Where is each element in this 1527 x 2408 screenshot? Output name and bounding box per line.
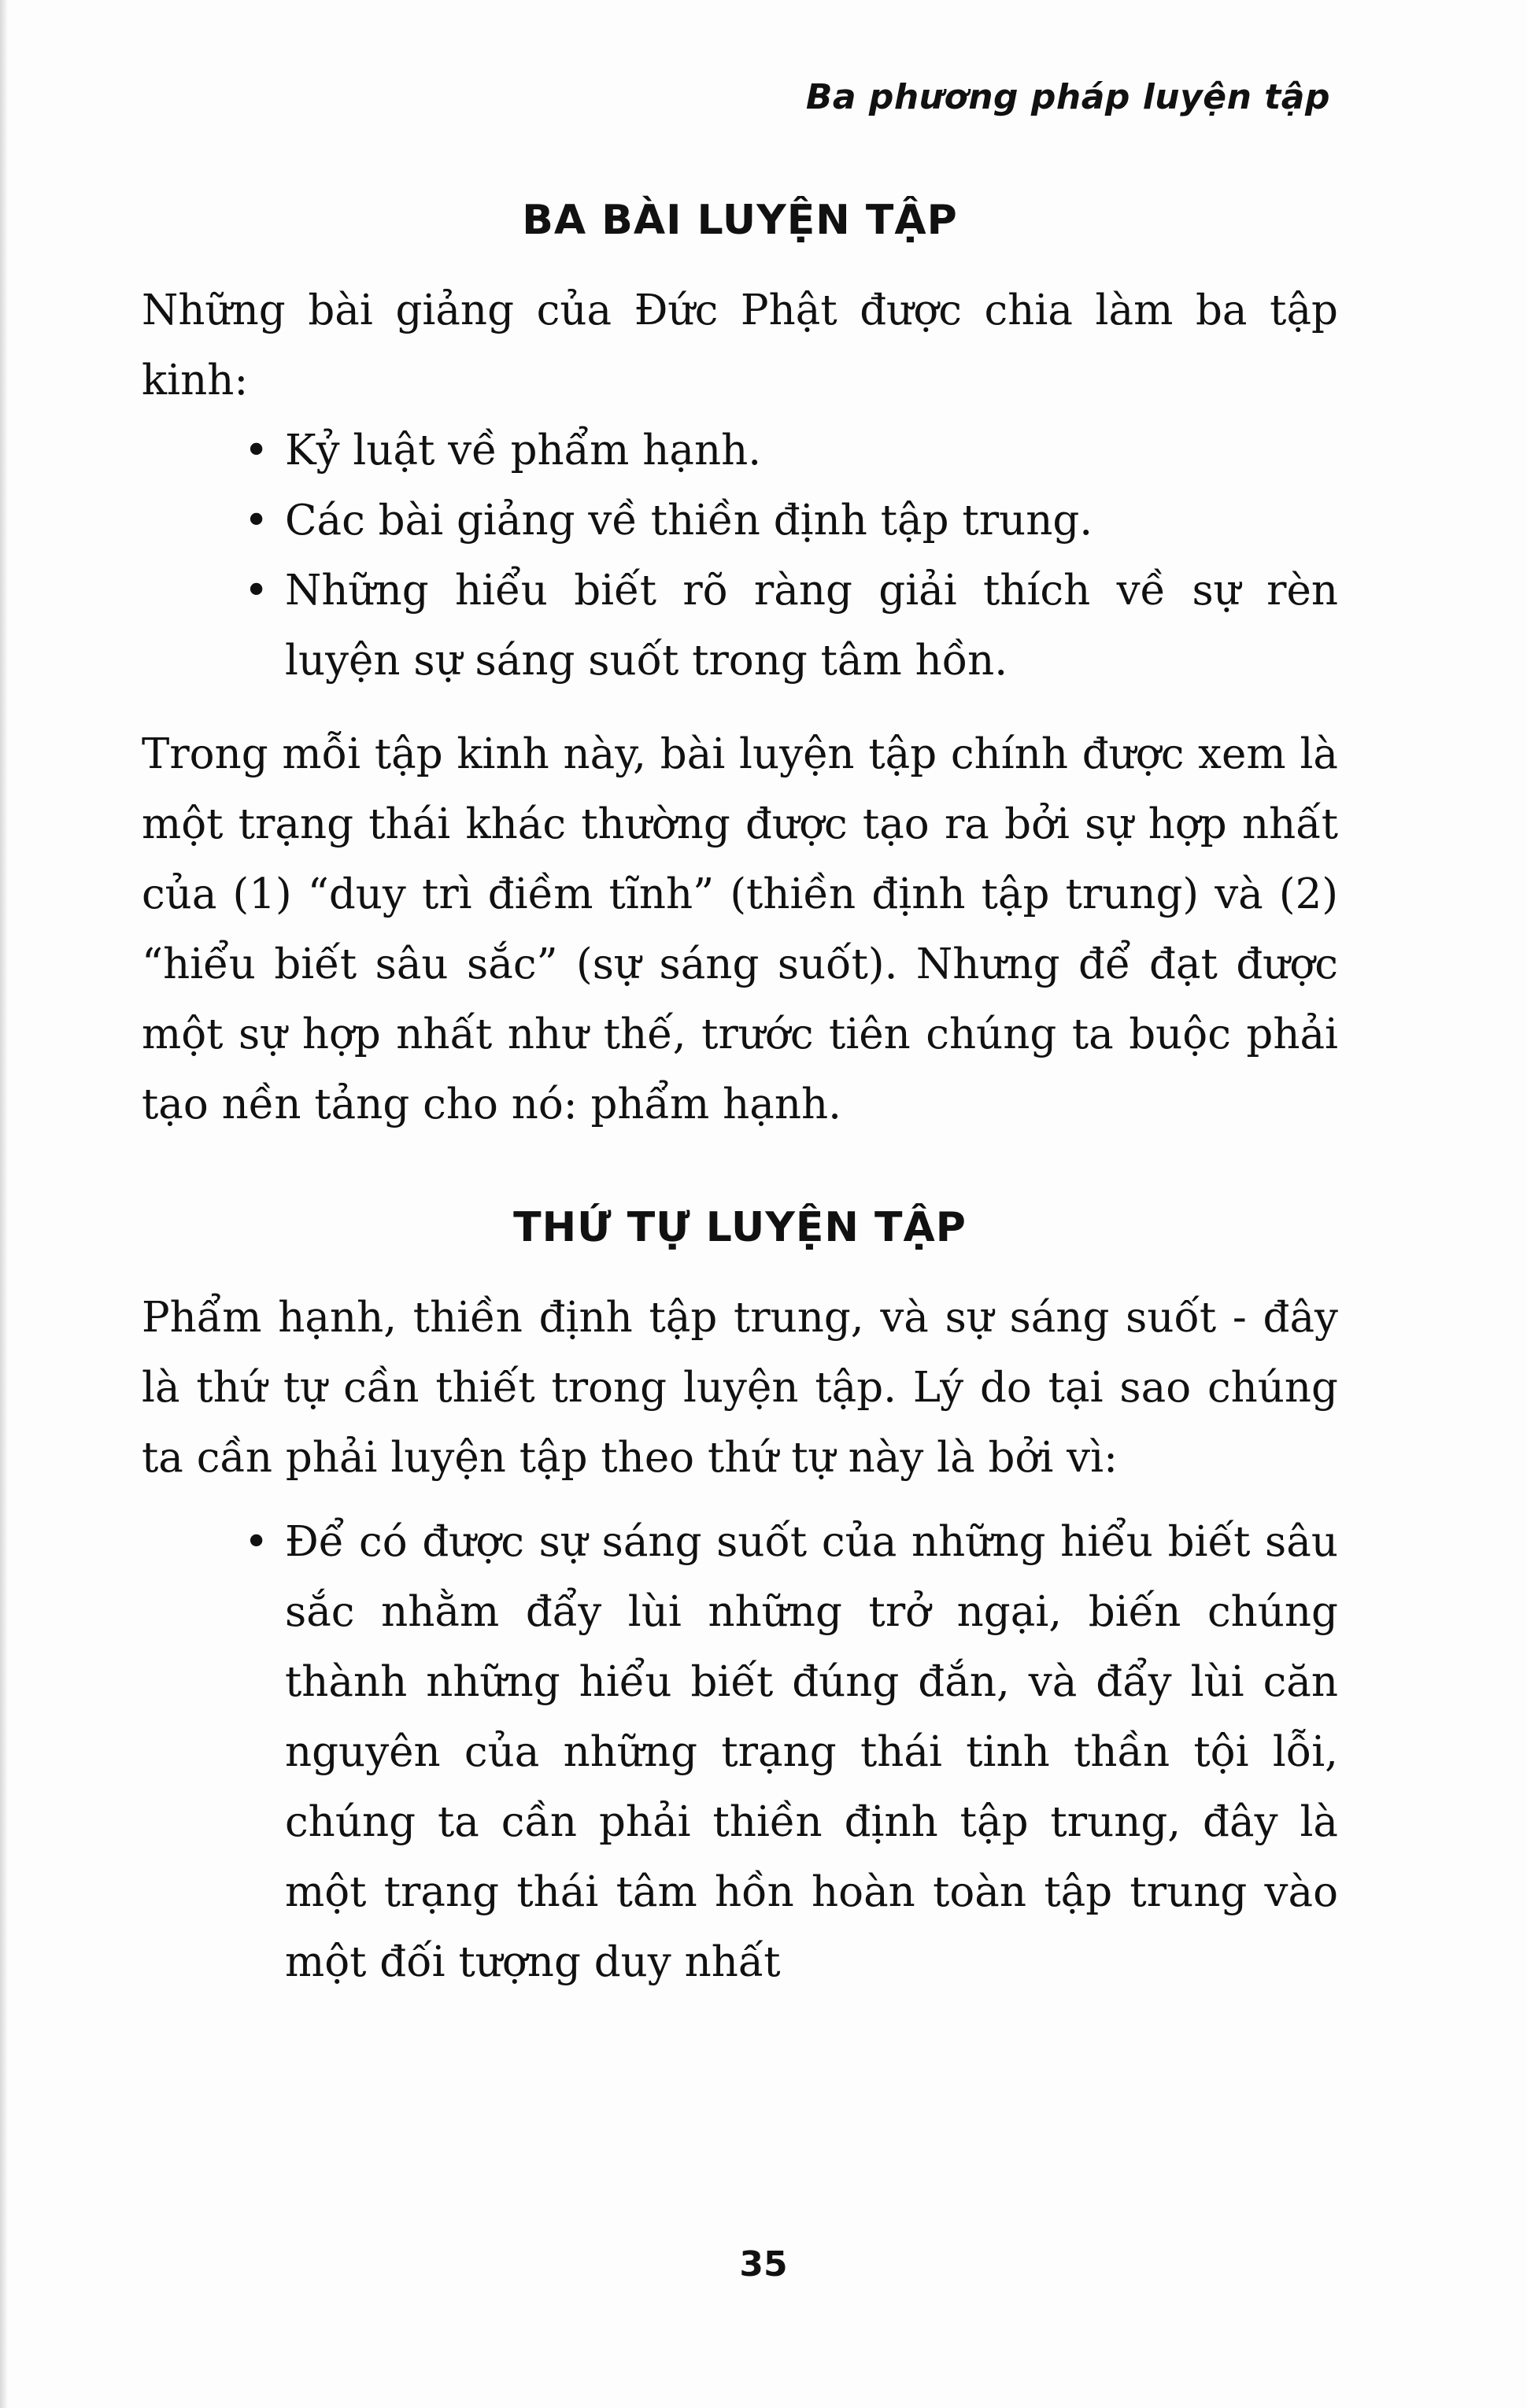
bullet-icon: • [244,1518,269,1566]
section1-bullet-list [142,415,1338,696]
section1-intro-paragraph: Những bài giảng của Đức Phật được chia làm ba tập kinh: [142,286,1338,404]
section-heading-ba-bai-luyen-tap: BA BÀI LUYỆN TẬP [522,197,958,244]
list-item-text: Những hiểu biết rõ ràng giải thích về sự rèn luyện sự sáng suốt trong tâm hồn. [285,567,1338,685]
section1-body-paragraph: Trong mỗi tập kinh này, bài luyện tập chính được xem là một trạng thái khác thường được tạo ra bởi sự hợp nhất của (1) “duy trì điềm tĩnh” (thiền định tập trung) và (2) “hiểu biết sâu sắc” (sự sáng suốt). Nhưng để đạt được một sự hợp nhất như thế, trước tiên chúng ta buộc phải tạo nền tảng cho nó: phẩm hạnh. [142,730,1338,1128]
bullet-icon: • [244,497,269,545]
page-number: 35 [739,2244,788,2284]
running-head: Ba phương pháp luyện tập [805,77,1330,117]
list-item [142,415,1338,486]
section2-bullet-list [142,1507,1338,1997]
page-content [142,189,1338,2021]
list-item-text: Các bài giảng về thiền định tập trung. [285,497,1093,545]
bullet-icon: • [244,427,269,475]
list-item-text: Kỷ luật về phẩm hạnh. [285,427,762,475]
list-item-text: Để có được sự sáng suốt của những hiểu biết sâu sắc nhằm đẩy lùi những trở ngại, biến chúng thành những hiểu biết đúng đắn, và đẩy lùi căn nguyên của những trạng thái tinh thần tội lỗi, chúng ta cần phải thiền định tập trung, đây là một trạng thái tâm hồn hoàn toàn tập trung vào một đối tượng duy nhất [285,1518,1338,1986]
list-item [142,1507,1338,1997]
bullet-icon: • [244,567,269,615]
list-item [142,556,1338,696]
section2-body-paragraph: Phẩm hạnh, thiền định tập trung, và sự sáng suốt - đây là thứ tự cần thiết trong luyện tập. Lý do tại sao chúng ta cần phải luyện tập theo thứ tự này là bởi vì: [142,1294,1338,1482]
section-heading-thu-tu-luyen-tap: THỨ TỰ LUYỆN TẬP [513,1204,967,1251]
list-item [142,486,1338,556]
